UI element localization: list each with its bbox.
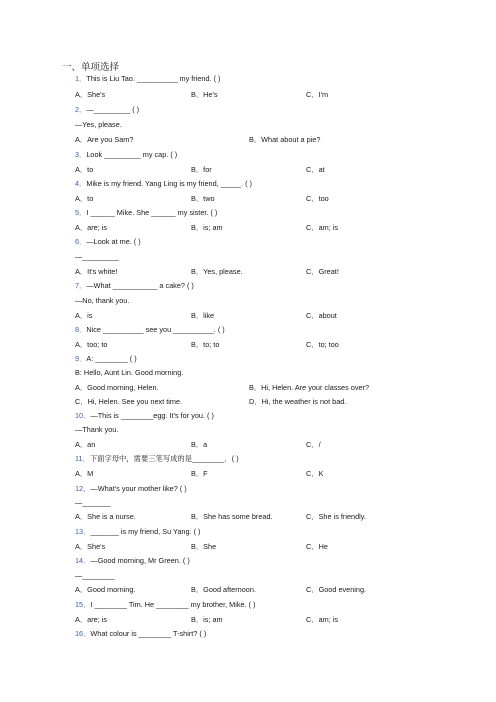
question-text: —This is ________egg. It's for you. ( ) <box>90 411 214 420</box>
option-a: A．is <box>75 311 93 320</box>
question-4 <box>75 179 252 189</box>
option-c: C．Great! <box>306 267 339 276</box>
question-number: 14． <box>75 556 91 565</box>
question-number: 9． <box>75 354 87 363</box>
question-10 <box>75 411 214 421</box>
option-c: C．K <box>306 469 324 478</box>
question-1 <box>75 74 220 84</box>
question-text: _______ is my friend, Su Yang. ( ) <box>90 527 201 536</box>
question-6 <box>75 237 141 247</box>
question-number: 5． <box>75 208 87 217</box>
dialogue-line: —Yes, please. <box>75 120 122 129</box>
question-number: 2． <box>75 105 87 114</box>
option-a: A．are; is <box>75 223 108 232</box>
option-c: C．at <box>306 165 325 174</box>
dialogue-line: —Thank you. <box>75 425 119 434</box>
option-a: A．an <box>75 440 96 449</box>
question-number: 16． <box>75 629 91 638</box>
question-number: 3． <box>75 150 87 159</box>
option-b: B．Hi, Helen. Are your classes over? <box>249 383 370 392</box>
option-a: A．Good morning, Helen. <box>75 383 159 392</box>
question-number: 8． <box>75 325 87 334</box>
option-b: B．for <box>191 165 212 174</box>
option-c: C．He <box>306 542 328 551</box>
option-c: C．am; is <box>306 615 339 624</box>
option-c: C．She is friendly. <box>306 512 366 521</box>
question-text: 下面字母中，需要三笔写成的是________．( ) <box>89 454 239 463</box>
option-a: A．Are you Sam? <box>75 135 134 144</box>
question-15 <box>75 600 256 610</box>
option-b: B．Yes, please. <box>191 267 243 276</box>
option-b: B．like <box>191 311 215 320</box>
option-c: C．I'm <box>306 90 329 99</box>
question-number: 10． <box>75 411 91 420</box>
question-text: Mike is my friend. Yang Ling is my friend, _____. ( ) <box>86 179 252 188</box>
question-13 <box>75 527 200 537</box>
option-b: B．She <box>191 542 217 551</box>
option-b: B．a <box>191 440 208 449</box>
option-c: C．Hi, Helen. See you next time. <box>75 397 183 406</box>
dialogue-line: —No, thank you. <box>75 296 130 305</box>
option-c: C．to; too <box>306 340 339 349</box>
question-text: —Look at me. ( ) <box>86 237 141 246</box>
option-b: B．two <box>191 194 215 203</box>
question-text: Nice __________ see you __________. ( ) <box>86 325 225 334</box>
question-text: —_________ ( ) <box>86 105 140 114</box>
option-a: A．to <box>75 165 94 174</box>
option-d: D．Hi, the weather is not bad. <box>249 397 347 406</box>
question-text: Look _________ my cap. ( ) <box>86 150 178 159</box>
question-2 <box>75 105 139 115</box>
question-9 <box>75 354 137 364</box>
option-a: A．to <box>75 194 94 203</box>
option-c: C．Good evening. <box>306 585 367 594</box>
question-8 <box>75 325 225 335</box>
option-a: A．too; to <box>75 340 108 349</box>
question-text: I ______ Mike. She ______ my sister. ( ) <box>86 208 218 217</box>
question-7 <box>75 281 194 291</box>
question-number: 1． <box>75 74 87 83</box>
dialogue-line: —_________ <box>75 252 119 261</box>
question-number: 4． <box>75 179 87 188</box>
option-b: B．Good afternoon. <box>191 585 256 594</box>
option-a: A．M <box>75 469 94 478</box>
question-14 <box>75 556 190 566</box>
question-number: 7． <box>75 281 87 290</box>
option-b: B．is; am <box>191 223 223 232</box>
question-text: I ________ Tim. He ________ my brother, Mike. ( ) <box>90 600 256 609</box>
section-title: 一、单项选择 <box>62 62 120 73</box>
question-number: 13． <box>75 527 91 536</box>
question-text: —Good morning, Mr Green. ( ) <box>90 556 190 565</box>
option-a: A．It's white! <box>75 267 118 276</box>
question-number: 6． <box>75 237 87 246</box>
option-b: B．to; to <box>191 340 220 349</box>
question-3 <box>75 150 177 160</box>
option-b: B．She has some bread. <box>191 512 273 521</box>
option-b: B．He's <box>191 90 218 99</box>
question-number: 15． <box>75 600 91 609</box>
option-a: A．She is a nurse. <box>75 512 136 521</box>
option-a: A．Good morning. <box>75 585 136 594</box>
option-a: A．She's <box>75 90 106 99</box>
option-b: B．is; am <box>191 615 223 624</box>
question-5 <box>75 208 217 218</box>
question-12 <box>75 484 187 494</box>
option-b: B．F <box>191 469 208 478</box>
option-c: C．/ <box>306 440 321 449</box>
question-11 <box>75 454 239 464</box>
dialogue-line: —_______ <box>75 498 111 507</box>
option-a: A．are; is <box>75 615 108 624</box>
question-text: A: ________ ( ) <box>86 354 137 363</box>
option-c: C．am; is <box>306 223 339 232</box>
option-b: B．What about a pie? <box>249 135 321 144</box>
question-number: 11． <box>75 454 90 463</box>
question-number: 12． <box>75 484 91 493</box>
question-text: This is Liu Tao. __________ my friend. ( ) <box>86 74 221 83</box>
question-text: —What's your mother like? ( ) <box>90 484 187 493</box>
question-16 <box>75 629 206 639</box>
dialogue-line: B: Hello, Aunt Lin. Good morning. <box>75 368 184 377</box>
question-text: What colour is ________ T-shirt? ( ) <box>90 629 207 638</box>
option-a: A．She's <box>75 542 106 551</box>
dialogue-line: —________ <box>75 571 115 580</box>
option-c: C．about <box>306 311 337 320</box>
option-c: C．too <box>306 194 329 203</box>
question-text: —What ___________ a cake? ( ) <box>86 281 194 290</box>
